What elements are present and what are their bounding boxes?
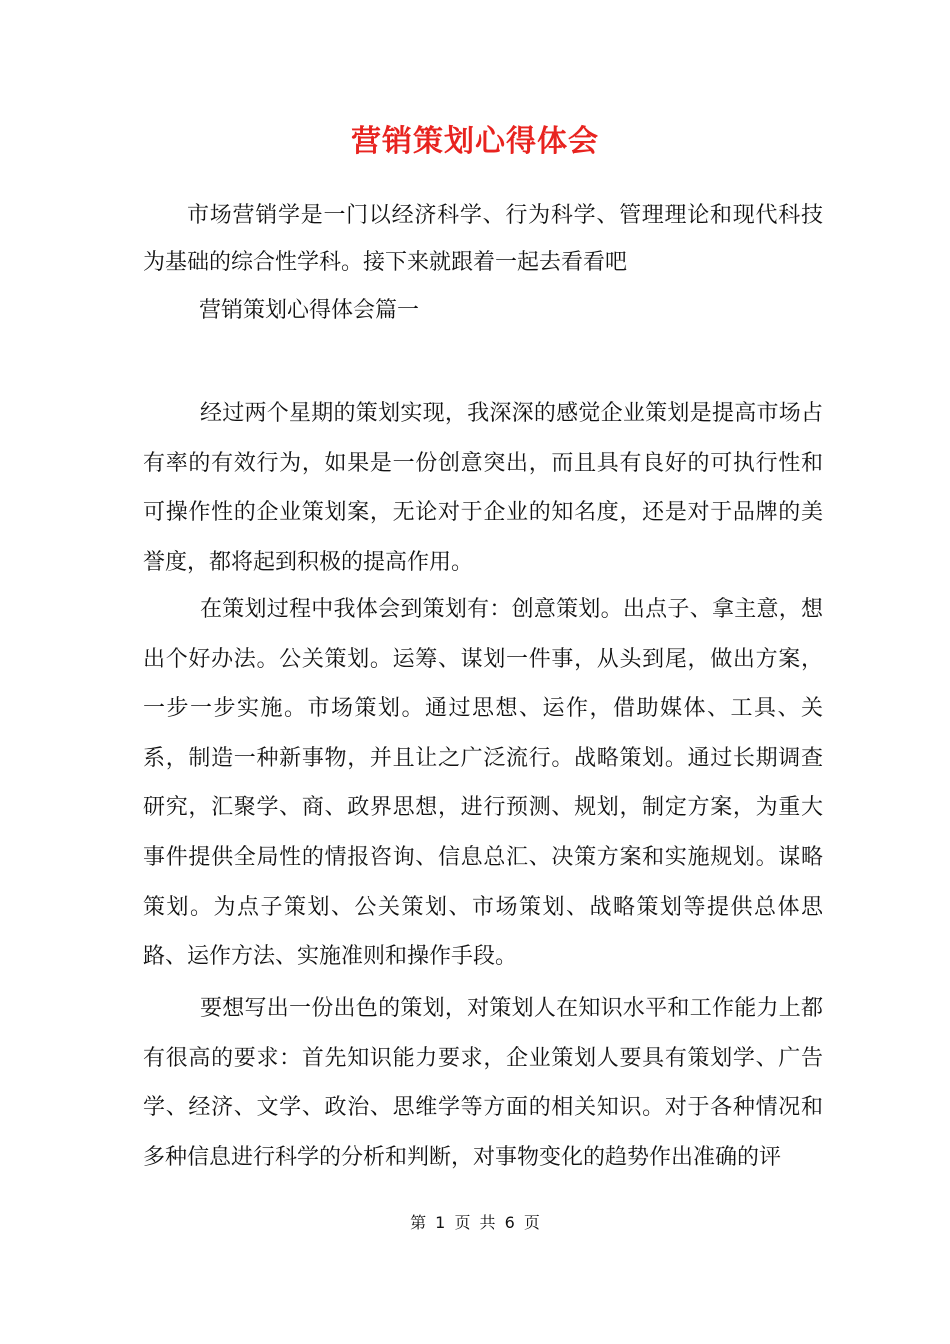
section-heading: 营销策划心得体会篇一	[199, 298, 420, 323]
body-paragraph: 要想写出一份出色的策划，对策划人在知识水平和工作能力上都有很高的要求：首先知识能力要求，企业策划人要具有策划学、广告学、经济、文学、政治、思维学等方面的相关知识。对于各种情况和多种信息进行科学的分析和判断，对事物变化的趋势作出准确的评	[143, 996, 823, 1170]
intro-paragraph: 市场营销学是一门以经济科学、行为科学、管理理论和现代科技为基础的综合性学科。接下来就跟着一起去看看吧	[143, 203, 823, 275]
page-number-footer: 第 1 页 共 6 页	[410, 1213, 540, 1232]
document-title: 营销策划心得体会	[351, 124, 599, 160]
body-paragraph: 在策划过程中我体会到策划有：创意策划。出点子、拿主意，想出个好办法。公关策划。运筹、谋划一件事，从头到尾，做出方案，一步一步实施。市场策划。通过思想、运作，借助媒体、工具、关系，制造一种新事物，并且让之广泛流行。战略策划。通过长期调查研究，汇聚学、商、政界思想，进行预测、规划，制定方案，为重大事件提供全局性的情报咨询、信息总汇、决策方案和实施规划。谋略策划。为点子策划、公关策划、市场策划、战略策划等提供总体思路、运作方法、实施准则和操作手段。	[143, 597, 823, 970]
body-paragraph: 经过两个星期的策划实现，我深深的感觉企业策划是提高市场占有率的有效行为，如果是一份创意突出，而且具有良好的可执行性和可操作性的企业策划案，无论对于企业的知名度，还是对于品牌的美誉度，都将起到积极的提高作用。	[143, 401, 823, 575]
